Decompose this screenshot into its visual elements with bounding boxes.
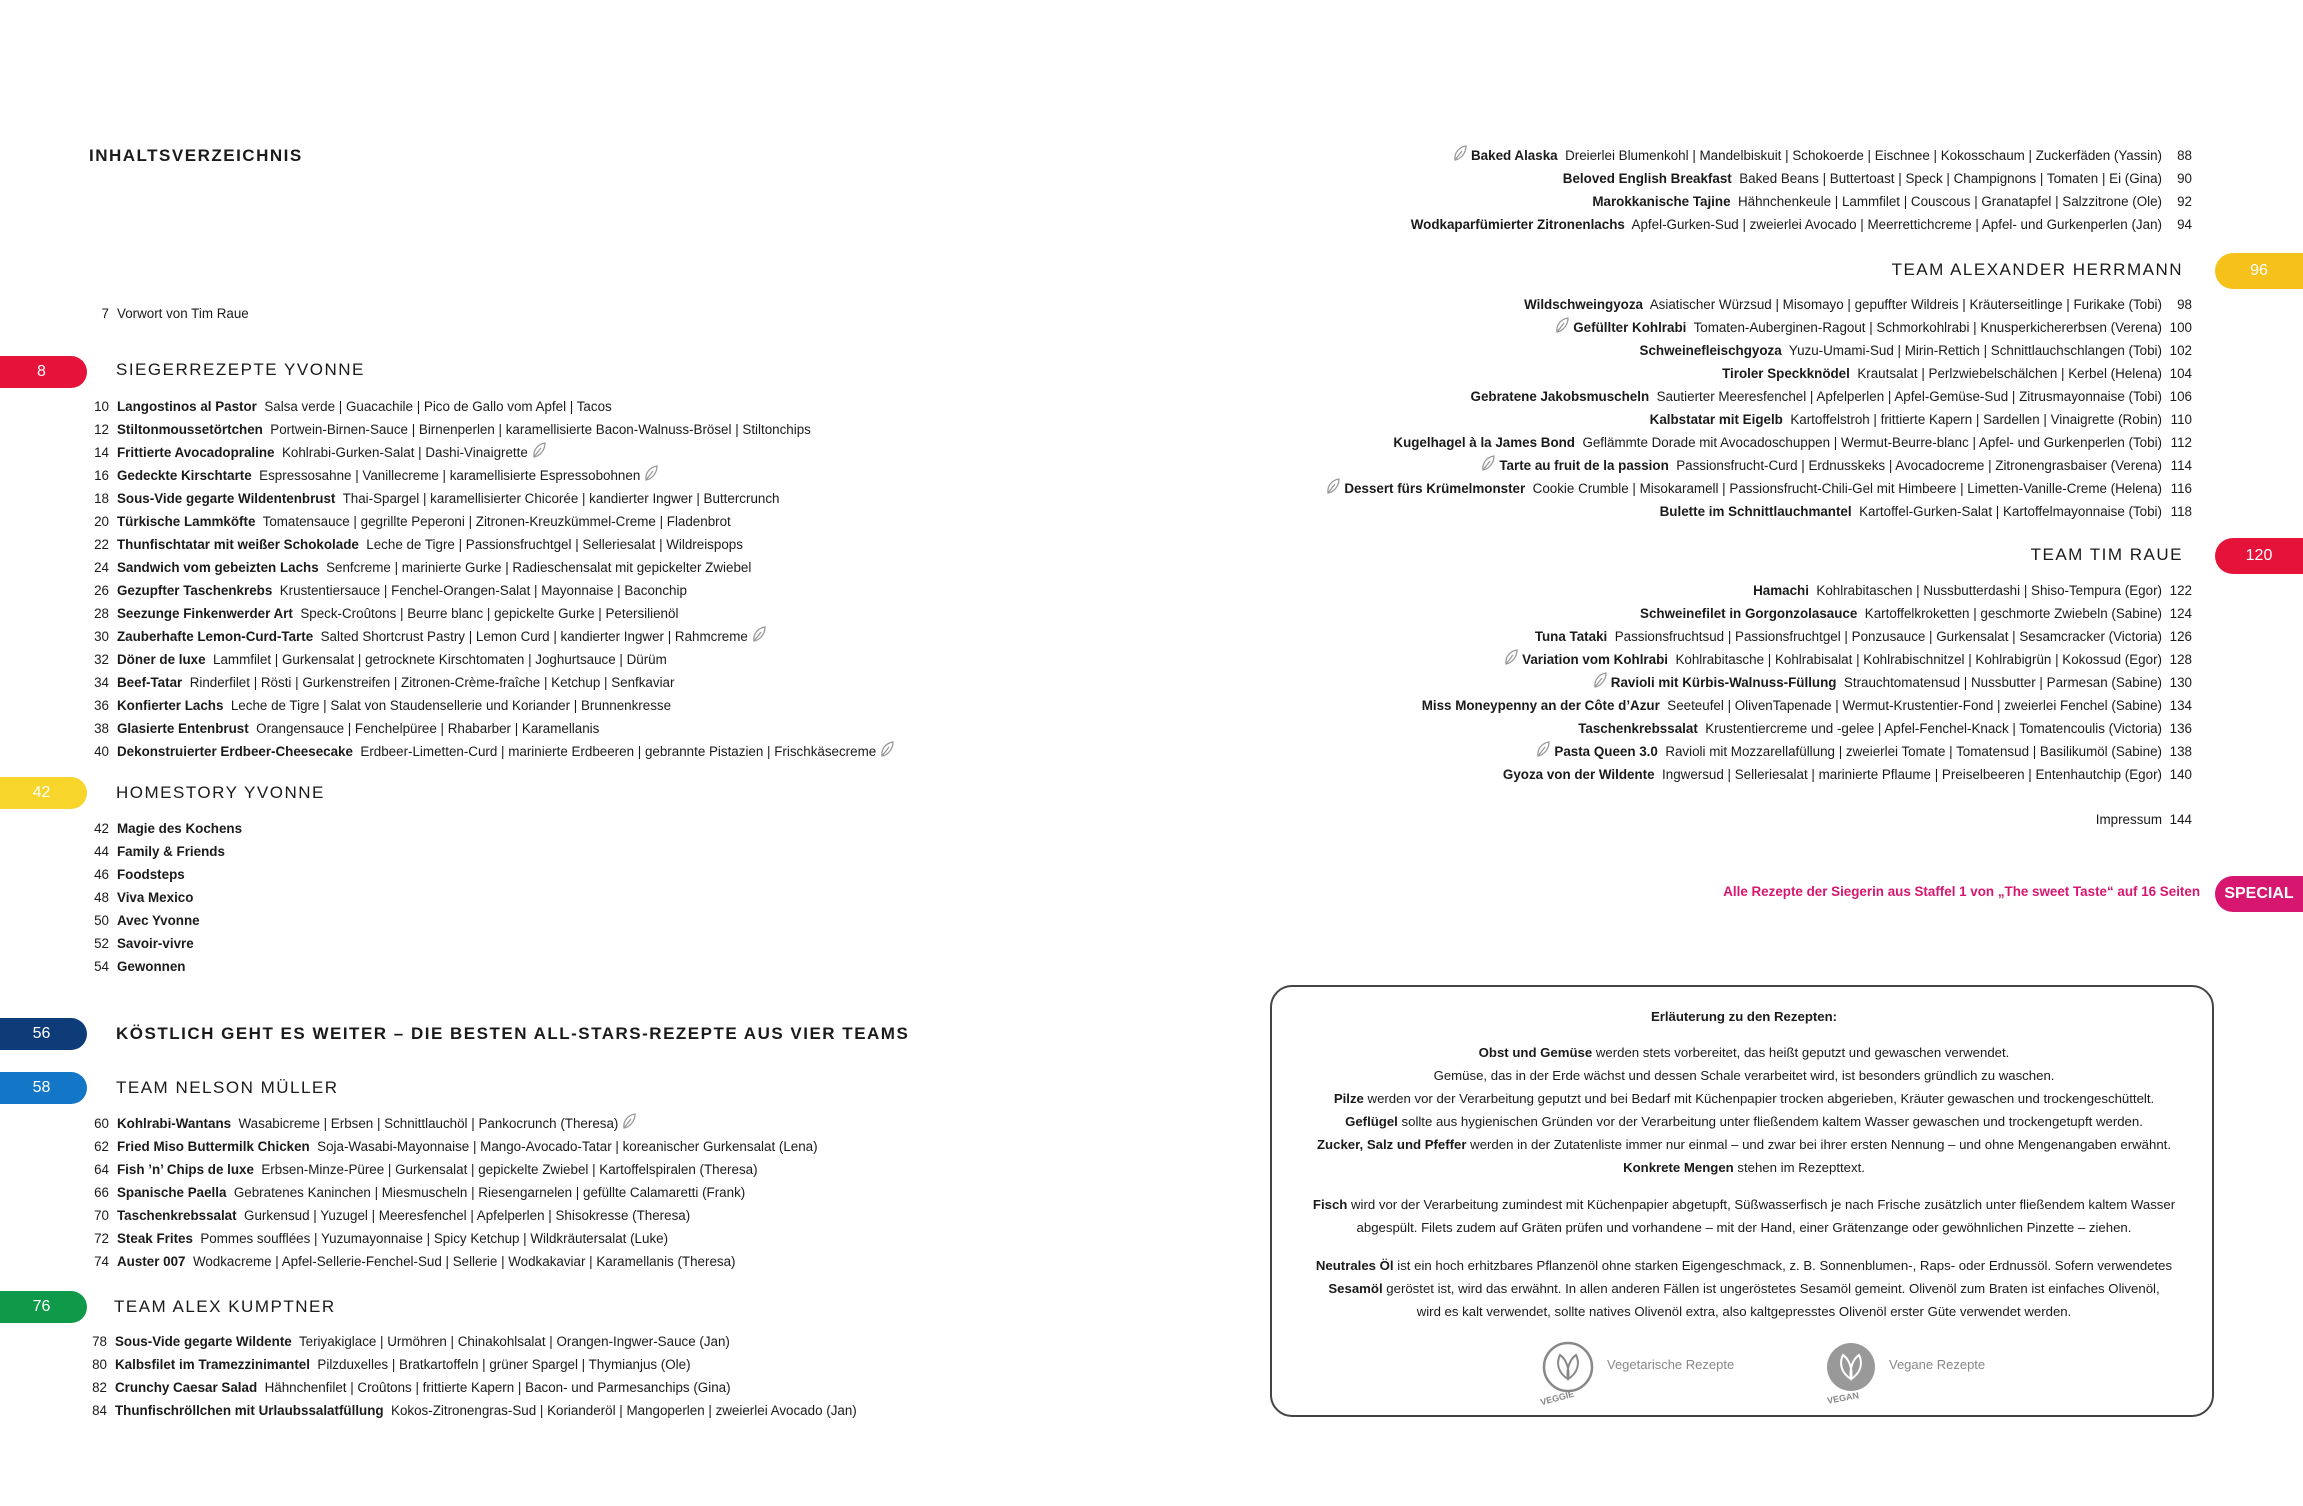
leaf-icon xyxy=(752,626,766,642)
recipe-desc: Orangensauce | Fenchelpüree | Rhabarber | Karamellanis xyxy=(256,721,600,736)
page-number: 32 xyxy=(94,652,109,667)
recipe-desc: Kokos-Zitronengras-Sud | Korianderöl | Mangoperlen | zweierlei Avocado (Jan) xyxy=(391,1403,857,1418)
recipe-desc: Wodkacreme | Apfel-Sellerie-Fenchel-Sud | Sellerie | Wodkakaviar | Karamellanis (Theresa) xyxy=(192,1254,736,1269)
section-heading: TEAM NELSON MÜLLER xyxy=(116,1078,339,1097)
recipe-entry[interactable] xyxy=(89,740,898,764)
recipe-title: Hamachi xyxy=(1753,583,1809,598)
recipe-desc: Kartoffel-Gurken-Salat | Kartoffelmayonnaise (Tobi) xyxy=(1859,504,2162,519)
recipe-entry[interactable] xyxy=(1551,316,2192,340)
vegan-legend: Vegane Rezepte xyxy=(1889,1357,1986,1372)
recipe-entry[interactable] xyxy=(89,487,779,510)
recipe-entry[interactable] xyxy=(1578,717,2192,740)
box-paragraph-1 xyxy=(1272,1041,2216,1179)
page-number: 12 xyxy=(94,422,109,437)
recipe-entry[interactable] xyxy=(1449,144,2192,168)
section-heading: KÖSTLICH GEHT ES WEITER – DIE BESTEN ALL-STARS-REZEPTE AUS VIER TEAMS xyxy=(116,1024,910,1043)
recipe-entry[interactable] xyxy=(1411,213,2192,236)
entry-text: Impressum xyxy=(2095,812,2162,827)
leaf-icon xyxy=(1481,455,1495,471)
page-number: 28 xyxy=(94,606,109,621)
veggie-leaf-icon xyxy=(532,442,546,465)
page-number: 18 xyxy=(94,491,109,506)
leaf-icon xyxy=(622,1113,636,1129)
page-number: 48 xyxy=(94,890,109,905)
page-number: 7 xyxy=(101,306,109,321)
page-number: 60 xyxy=(94,1116,109,1131)
recipe-title: Thunfischröllchen mit Urlaubssalatfüllung xyxy=(115,1403,384,1418)
veggie-leaf-icon xyxy=(1555,317,1569,340)
page-number: 110 xyxy=(2170,412,2192,427)
recipe-title: Savoir-vivre xyxy=(117,936,194,951)
recipe-desc: Hähnchenfilet | Croûtons | frittierte Kapern | Bacon- und Parmesanchips (Gina) xyxy=(264,1380,731,1395)
recipe-title: Sous-Vide gegarte Wildentenbrust xyxy=(117,491,336,506)
page-number: 44 xyxy=(94,844,109,859)
box-line: Fisch wird vor der Verarbeitung zumindest mit Küchenpapier abgetupft, Süßwasserfisch je nach Frische zusätzlich unter fließendem kaltem Wasser xyxy=(1312,1197,2176,1212)
section-heading: TEAM ALEXANDER HERRMANN xyxy=(1891,260,2183,279)
recipe-title: Kalbsfilet im Tramezzinimantel xyxy=(115,1357,310,1372)
recipe-desc: Tomatensauce | gegrillte Peperoni | Zitronen-Kreuzkümmel-Creme | Fladenbrot xyxy=(262,514,731,529)
leaf-icon xyxy=(1555,317,1569,333)
recipe-title: Tarte au fruit de la passion xyxy=(1499,458,1669,473)
section-tab[interactable]: 58 xyxy=(0,1072,87,1104)
recipe-desc: Krustentiercreme und -gelee | Apfel-Fenchel-Knack | Tomatencoulis (Victoria) xyxy=(1705,721,2162,736)
leaf-icon xyxy=(880,741,894,757)
recipe-entry[interactable] xyxy=(1503,763,2192,786)
box-line: Geflügel sollte aus hygienischen Gründen vor der Verarbeitung unter fließendem kaltem Wasser gewaschen und trockengetupft werden. xyxy=(1345,1114,2143,1129)
recipe-desc: Senfcreme | marinierte Gurke | Radieschensalat mit gepickelter Zwiebel xyxy=(326,560,752,575)
recipe-desc: Kohlrabitaschen | Nussbutterdashi | Shiso-Tempura (Egor) xyxy=(1816,583,2162,598)
page-number: 128 xyxy=(2169,652,2192,667)
page-number: 14 xyxy=(94,445,109,460)
page-number: 62 xyxy=(94,1139,109,1154)
recipe-entry[interactable] xyxy=(1532,740,2192,764)
recipe-entry[interactable] xyxy=(1471,385,2192,408)
recipe-desc: Tomaten-Auberginen-Ragout | Schmorkohlrabi | Knusperkichererbsen (Verena) xyxy=(1693,320,2162,335)
recipe-title: Baked Alaska xyxy=(1471,148,1558,163)
recipe-title: Avec Yvonne xyxy=(117,913,200,928)
veggie-leaf-icon xyxy=(1593,672,1607,695)
recipe-entry[interactable] xyxy=(89,886,193,909)
recipe-title: Taschenkrebssalat xyxy=(117,1208,237,1223)
box-line: Konkrete Mengen stehen im Rezepttext. xyxy=(1623,1160,1865,1175)
recipe-desc: Teriyakiglace | Urmöhren | Chinakohlsalat | Orangen-Ingwer-Sauce (Jan) xyxy=(298,1334,730,1349)
recipe-title: Viva Mexico xyxy=(117,890,194,905)
recipe-entry[interactable] xyxy=(1722,362,2192,385)
page-number: 84 xyxy=(92,1403,107,1418)
veggie-leaf-icon xyxy=(1504,649,1518,672)
recipe-title: Sous-Vide gegarte Wildente xyxy=(115,1334,292,1349)
page-number: 134 xyxy=(2169,698,2192,713)
recipe-title: Döner de luxe xyxy=(117,652,206,667)
recipe-title: Miss Moneypenny an der Côte d’Azur xyxy=(1421,698,1660,713)
box-paragraph-3 xyxy=(1272,1254,2216,1323)
recipe-desc: Passionsfrucht-Curd | Erdnusskeks | Avocadocreme | Zitronengrasbaiser (Verena) xyxy=(1676,458,2162,473)
box-line: Zucker, Salz und Pfeffer werden in der Zutatenliste immer nur einmal – und zwar bei ihrer ersten Nennung – und ohne Mengenangaben erwähnt. xyxy=(1317,1137,2171,1152)
recipe-desc: Gurkensud | Yuzugel | Meeresfenchel | Apfelperlen | Shisokresse (Theresa) xyxy=(244,1208,691,1223)
veggie-leaf-icon xyxy=(1536,741,1550,764)
recipe-entry[interactable] xyxy=(89,1135,818,1158)
recipe-title: Sandwich vom gebeizten Lachs xyxy=(117,560,319,575)
recipe-desc: Kartoffelstroh | frittierte Kapern | Sardellen | Vinaigrette (Robin) xyxy=(1790,412,2162,427)
recipe-desc: Thai-Spargel | karamellisierter Chicorée | kandierter Ingwer | Buttercrunch xyxy=(342,491,780,506)
recipe-entry[interactable] xyxy=(89,395,612,418)
recipe-title: Fried Miso Buttermilk Chicken xyxy=(117,1139,310,1154)
recipe-title: Taschenkrebssalat xyxy=(1578,721,1698,736)
page-number: 98 xyxy=(2177,297,2192,312)
page-number: 64 xyxy=(94,1162,109,1177)
recipe-desc: Rinderfilet | Rösti | Gurkenstreifen | Zitronen-Crème-fraîche | Ketchup | Senfkaviar xyxy=(189,675,675,690)
recipe-entry[interactable] xyxy=(1535,625,2192,648)
recipe-entry[interactable] xyxy=(1660,500,2192,523)
recipe-title: Marokkanische Tajine xyxy=(1592,194,1731,209)
recipe-desc: Strauchtomatensud | Nussbutter | Parmesan (Sabine) xyxy=(1843,675,2162,690)
recipe-entry[interactable] xyxy=(1640,339,2192,362)
veggie-leaf-icon xyxy=(880,741,894,764)
recipe-entry[interactable] xyxy=(89,840,225,863)
recipe-desc: Salted Shortcrust Pastry | Lemon Curd | kandierter Ingwer | Rahmcreme xyxy=(320,629,748,644)
recipe-desc: Leche de Tigre | Salat von Staudensellerie und Koriander | Brunnenkresse xyxy=(230,698,672,713)
recipe-entry[interactable] xyxy=(89,671,674,694)
veggie-legend: Vegetarische Rezepte xyxy=(1607,1357,1735,1372)
page-number: 126 xyxy=(2169,629,2192,644)
recipe-entry[interactable] xyxy=(89,1181,745,1204)
recipe-title: Kugelhagel à la James Bond xyxy=(1393,435,1575,450)
recipe-desc: Wasabicreme | Erbsen | Schnittlauchöl | Pankocrunch (Theresa) xyxy=(238,1116,619,1131)
recipe-title: Gyoza von der Wildente xyxy=(1502,767,1655,782)
recipe-entry[interactable] xyxy=(89,1158,758,1181)
recipe-desc: Soja-Wasabi-Mayonnaise | Mango-Avocado-Tatar | koreanischer Gurkensalat (Lena) xyxy=(317,1139,818,1154)
recipe-entry[interactable] xyxy=(89,533,743,556)
recipe-desc: Krustentiersauce | Fenchel-Orangen-Salat | Mayonnaise | Baconchip xyxy=(279,583,687,598)
leaf-icon xyxy=(1504,649,1518,665)
recipe-entry[interactable] xyxy=(1524,293,2192,316)
recipe-entry[interactable] xyxy=(1322,477,2192,501)
recipe-title: Kohlrabi-Wantans xyxy=(117,1116,232,1131)
recipe-entry[interactable] xyxy=(1500,648,2192,672)
recipe-title: Zauberhafte Lemon-Curd-Tarte xyxy=(117,629,314,644)
page-number: 112 xyxy=(2170,435,2192,450)
recipe-desc: Erdbeer-Limetten-Curd | marinierte Erdbeeren | gebrannte Pistazien | Frischkäsecreme xyxy=(360,744,877,759)
page-number: 140 xyxy=(2169,767,2192,782)
page-number: 130 xyxy=(2169,675,2192,690)
recipe-desc: Leche de Tigre | Passionsfruchtgel | Selleriesalat | Wildreispops xyxy=(366,537,743,552)
recipe-entry[interactable] xyxy=(89,648,667,671)
veggie-leaf-icon xyxy=(622,1113,636,1136)
box-line: Pilze werden vor der Verarbeitung geputzt und bei Bedarf mit Küchenpapier trocken abgerieben, Kräuter gewaschen und trockengeschüttelt. xyxy=(1333,1091,2155,1106)
page-number: 72 xyxy=(94,1231,109,1246)
page-number: 90 xyxy=(2177,171,2192,186)
recipe-desc: Espressosahne | Vanillecreme | karamellisierte Espressobohnen xyxy=(259,468,641,483)
recipe-entry[interactable] xyxy=(87,1353,691,1376)
page-number: 100 xyxy=(2169,320,2192,335)
recipe-title: Gezupfter Taschenkrebs xyxy=(117,583,273,598)
recipe-entry[interactable] xyxy=(89,863,185,886)
page-number: 26 xyxy=(94,583,109,598)
page-number: 116 xyxy=(2170,481,2192,496)
recipe-title: Wodkaparfümierter Zitronenlachs xyxy=(1410,217,1625,232)
page-number: 122 xyxy=(2169,583,2192,598)
section-tab[interactable]: 120 xyxy=(2215,538,2303,574)
box-line: Gemüse, das in der Erde wächst und dessen Schale verarbeitet wird, ist besonders gründlich zu waschen. xyxy=(1433,1068,2055,1083)
recipe-title: Frittierte Avocadopraline xyxy=(117,445,275,460)
recipe-title: Kalbstatar mit Eigelb xyxy=(1649,412,1783,427)
recipe-desc: Geflämmte Dorade mit Avocadoschuppen | Wermut-Beurre-blanc | Apfel- und Gurkenperlen (Tobi) xyxy=(1582,435,2162,450)
recipe-title: Foodsteps xyxy=(117,867,185,882)
page-number: 92 xyxy=(2177,194,2192,209)
recipe-title: Spanische Paella xyxy=(117,1185,227,1200)
recipe-entry[interactable] xyxy=(89,1204,690,1227)
box-heading: Erläuterung zu den Rezepten: xyxy=(1650,1009,1838,1024)
page-number: 114 xyxy=(2170,458,2192,473)
entry-text: Vorwort von Tim Raue xyxy=(117,306,249,321)
box-line: wird es kalt verwendet, sollte natives Olivenöl extra, also kaltgepresstes Olivenöl erster Güte verwendet werden. xyxy=(1416,1304,2072,1319)
recipe-entry[interactable] xyxy=(1589,671,2192,695)
page-number: 10 xyxy=(94,399,109,414)
recipe-title: Glasierte Entenbrust xyxy=(117,721,249,736)
veggie-badge-text: VEGGIE xyxy=(1539,1388,1576,1408)
recipe-title: Dekonstruierter Erdbeer-Cheesecake xyxy=(117,744,353,759)
recipe-desc: Salsa verde | Guacachile | Pico de Gallo vom Apfel | Tacos xyxy=(264,399,612,414)
page-number: 42 xyxy=(94,821,109,836)
recipe-title: Gebratene Jakobsmuscheln xyxy=(1470,389,1650,404)
recipe-entry[interactable] xyxy=(87,1376,731,1399)
vegan-badge-text: VEGAN xyxy=(1826,1390,1860,1406)
recipe-desc: Ingwersud | Selleriesalat | marinierte Pflaume | Preiselbeeren | Entenhautchip (Egor) xyxy=(1662,767,2162,782)
box-line: abgespült. Filets zudem auf Gräten prüfen und vorhandene – mit der Hand, einer Grätenzange oder gewöhnlichen Pinzette – ziehen. xyxy=(1356,1220,2132,1235)
recipe-entry[interactable] xyxy=(1422,694,2192,717)
page-number: 36 xyxy=(94,698,109,713)
page-number: 94 xyxy=(2177,217,2192,232)
recipe-title: Schweinefilet in Gorgonzolasauce xyxy=(1640,606,1858,621)
page-number: 52 xyxy=(94,936,109,951)
recipe-desc: Gebratenes Kaninchen | Miesmuscheln | Riesengarnelen | gefüllte Calamaretti (Frank) xyxy=(233,1185,746,1200)
recipe-desc: Krautsalat | Perlzwiebelschälchen | Kerbel (Helena) xyxy=(1857,366,2162,381)
impressum-entry[interactable] xyxy=(2096,808,2192,831)
recipe-desc: Baked Beans | Buttertoast | Speck | Champignons | Tomaten | Ei (Gina) xyxy=(1739,171,2162,186)
page-number: 144 xyxy=(2169,812,2192,827)
recipe-title: Tiroler Speckknödel xyxy=(1722,366,1850,381)
recipe-entry[interactable] xyxy=(89,694,671,717)
explanation-box xyxy=(1270,985,2214,1417)
recipe-title: Türkische Lammköfte xyxy=(117,514,256,529)
page-number: 78 xyxy=(92,1334,107,1349)
recipe-desc: Passionsfruchtsud | Passionsfruchtgel | Ponzusauce | Gurkensalat | Sesamcracker (Victoria) xyxy=(1614,629,2162,644)
page-number: 24 xyxy=(94,560,109,575)
page-number: 46 xyxy=(94,867,109,882)
page-number: 22 xyxy=(94,537,109,552)
recipe-entry[interactable] xyxy=(87,1399,857,1422)
recipe-title: Tuna Tataki xyxy=(1534,629,1608,644)
recipe-entry[interactable] xyxy=(89,717,599,740)
recipe-title: Steak Frites xyxy=(117,1231,193,1246)
recipe-desc: Dreierlei Blumenkohl | Mandelbiskuit | Schokoerde | Eischnee | Kokosschaum | Zuckerfäden (Yassin) xyxy=(1565,148,2162,163)
recipe-title: Gedeckte Kirschtarte xyxy=(117,468,252,483)
page-number: 104 xyxy=(2169,366,2192,381)
recipe-desc: Kartoffelkroketten | geschmorte Zwiebeln (Sabine) xyxy=(1864,606,2162,621)
recipe-desc: Pommes soufflées | Yuzumayonnaise | Spicy Ketchup | Wildkräutersalat (Luke) xyxy=(200,1231,669,1246)
section-heading: TEAM TIM RAUE xyxy=(2030,545,2183,564)
section-heading: HOMESTORY YVONNE xyxy=(116,783,325,802)
box-line: Neutrales Öl ist ein hoch erhitzbares Pflanzenöl ohne starken Eigengeschmack, z. B. Sonnenblumen-, Raps- oder Erdnussöl. Sofern verwendetes xyxy=(1315,1258,2173,1273)
recipe-entry[interactable] xyxy=(89,441,550,465)
recipe-title: Thunfischtatar mit weißer Schokolade xyxy=(117,537,359,552)
recipe-title: Pasta Queen 3.0 xyxy=(1554,744,1658,759)
recipe-title: Crunchy Caesar Salad xyxy=(115,1380,258,1395)
page-number: 20 xyxy=(94,514,109,529)
recipe-desc: Erbsen-Minze-Püree | Gurkensalat | gepickelte Zwiebel | Kartoffelspiralen (Theresa) xyxy=(261,1162,758,1177)
recipe-entry[interactable] xyxy=(89,556,751,579)
recipe-desc: Sautierter Meeresfenchel | Apfelperlen | Apfel-Gemüse-Sud | Zitrusmayonnaise (Tobi) xyxy=(1656,389,2162,404)
vorwort-entry[interactable] xyxy=(89,302,249,325)
recipe-entry[interactable] xyxy=(89,1112,640,1136)
page-number: 38 xyxy=(94,721,109,736)
recipe-title: Magie des Kochens xyxy=(117,821,243,836)
page-number: 54 xyxy=(94,959,109,974)
recipe-title: Fish ’n’ Chips de luxe xyxy=(117,1162,254,1177)
recipe-entry[interactable] xyxy=(1393,431,2192,454)
leaf-icon xyxy=(1593,672,1607,688)
leaf-icon xyxy=(644,465,658,481)
leaf-icon xyxy=(1536,741,1550,757)
leaf-icon xyxy=(1453,145,1467,161)
recipe-title: Ravioli mit Kürbis-Walnuss-Füllung xyxy=(1610,675,1837,690)
page-number: 66 xyxy=(94,1185,109,1200)
recipe-entry[interactable] xyxy=(1477,454,2192,478)
recipe-title: Wildschweingyoza xyxy=(1524,297,1644,312)
section-heading: SIEGERREZEPTE YVONNE xyxy=(116,360,365,379)
veggie-leaf-icon xyxy=(752,626,766,649)
veggie-leaf-icon xyxy=(1481,455,1495,478)
page-number: 74 xyxy=(94,1254,109,1269)
recipe-desc: Apfel-Gurken-Sud | zweierlei Avocado | Meerrettichcreme | Apfel- und Gurkenperlen (Jan) xyxy=(1631,217,2162,232)
recipe-entry[interactable] xyxy=(1592,190,2192,213)
recipe-entry[interactable] xyxy=(89,1250,736,1273)
veggie-leaf-icon xyxy=(1326,478,1340,501)
page-number: 40 xyxy=(94,744,109,759)
page-number: 82 xyxy=(92,1380,107,1395)
page-number: 30 xyxy=(94,629,109,644)
recipe-title: Dessert fürs Krümelmonster xyxy=(1344,481,1526,496)
recipe-entry[interactable] xyxy=(87,1330,730,1353)
recipe-title: Family & Friends xyxy=(117,844,225,859)
recipe-title: Stiltonmoussetörtchen xyxy=(117,422,263,437)
recipe-entry[interactable] xyxy=(1650,408,2192,431)
page-number: 50 xyxy=(94,913,109,928)
page-number: 136 xyxy=(2169,721,2192,736)
recipe-title: Variation vom Kohlrabi xyxy=(1522,652,1668,667)
recipe-entry[interactable] xyxy=(89,1227,668,1250)
section-heading: TEAM ALEX KUMPTNER xyxy=(114,1297,336,1316)
page-number: 102 xyxy=(2169,343,2192,358)
recipe-desc: Speck-Croûtons | Beurre blanc | gepickelte Gurke | Petersilienöl xyxy=(300,606,679,621)
section-tab[interactable]: 42 xyxy=(0,777,87,809)
section-tab[interactable]: 76 xyxy=(0,1291,87,1323)
recipe-desc: Cookie Crumble | Misokaramell | Passionsfrucht-Chili-Gel mit Himbeere | Limetten-Vanille-Creme (Helena) xyxy=(1532,481,2162,496)
recipe-entry[interactable] xyxy=(89,625,770,649)
recipe-entry[interactable] xyxy=(89,602,678,625)
page-number: 124 xyxy=(2169,606,2192,621)
recipe-title: Auster 007 xyxy=(117,1254,186,1269)
recipe-entry[interactable] xyxy=(1563,167,2192,190)
recipe-desc: Hähnchenkeule | Lammfilet | Couscous | Granatapfel | Salzzitrone (Ole) xyxy=(1737,194,2162,209)
page-number: 80 xyxy=(92,1357,107,1372)
recipe-title: Gefüllter Kohlrabi xyxy=(1573,320,1687,335)
recipe-desc: Portwein-Birnen-Sauce | Birnenperlen | karamellisierte Bacon-Walnuss-Brösel | Stiltonchips xyxy=(270,422,811,437)
recipe-entry[interactable] xyxy=(89,418,811,441)
recipe-entry[interactable] xyxy=(89,464,662,488)
recipe-title: Schweinefleischgyoza xyxy=(1639,343,1782,358)
veggie-leaf-icon xyxy=(1453,145,1467,168)
recipe-title: Beloved English Breakfast xyxy=(1562,171,1732,186)
leaf-icon xyxy=(532,442,546,458)
recipe-desc: Kohlrabitasche | Kohlrabisalat | Kohlrabischnitzel | Kohlrabigrün | Kokossud (Egor) xyxy=(1675,652,2162,667)
page-number: 138 xyxy=(2169,744,2192,759)
section-heading: Alle Rezepte der Siegerin aus Staffel 1 von „The sweet Taste“ auf 16 Seiten xyxy=(1723,884,2200,899)
recipe-entry[interactable] xyxy=(89,909,200,932)
recipe-desc: Pilzduxelles | Bratkartoffeln | grüner Spargel | Thymianjus (Ole) xyxy=(317,1357,691,1372)
recipe-desc: Yuzu-Umami-Sud | Mirin-Rettich | Schnittlauchschlangen (Tobi) xyxy=(1788,343,2162,358)
page-title: INHALTSVERZEICHNIS xyxy=(89,146,303,165)
recipe-entry[interactable] xyxy=(1640,602,2192,625)
box-line: Obst und Gemüse werden stets vorbereitet, das heißt geputzt und gewaschen verwendet. xyxy=(1478,1045,2010,1060)
section-tab[interactable]: 8 xyxy=(0,356,87,388)
recipe-title: Gewonnen xyxy=(117,959,186,974)
recipe-title: Langostinos al Pastor xyxy=(117,399,257,414)
page-number: 118 xyxy=(2170,504,2192,519)
section-tab[interactable]: SPECIAL xyxy=(2215,876,2303,912)
box-line: Sesamöl geröstet ist, wird das erwähnt. In allen anderen Fällen ist ungeröstetes Sesamöl gemeint. Olivenöl zum Braten ist einfaches Olivenöl, xyxy=(1328,1281,2160,1296)
leaf-icon xyxy=(1326,478,1340,494)
recipe-title: Bulette im Schnittlauchmantel xyxy=(1659,504,1852,519)
page-number: 70 xyxy=(94,1208,109,1223)
recipe-desc: Asiatischer Würzsud | Misomayo | gepuffter Wildreis | Kräuterseitlinge | Furikake (Tobi) xyxy=(1649,297,2162,312)
box-paragraph-2 xyxy=(1272,1193,2216,1239)
recipe-title: Seezunge Finkenwerder Art xyxy=(117,606,293,621)
recipe-entry[interactable] xyxy=(89,955,185,978)
recipe-entry[interactable] xyxy=(89,579,687,602)
recipe-entry[interactable] xyxy=(1753,579,2192,602)
section-tab[interactable]: 96 xyxy=(2215,253,2303,289)
recipe-desc: Lammfilet | Gurkensalat | getrocknete Kirschtomaten | Joghurtsauce | Dürüm xyxy=(213,652,667,667)
page-number: 16 xyxy=(94,468,109,483)
recipe-entry[interactable] xyxy=(89,817,242,840)
recipe-title: Beef-Tatar xyxy=(117,675,183,690)
recipe-entry[interactable] xyxy=(89,510,731,533)
veggie-leaf-icon xyxy=(644,465,658,488)
page-number: 88 xyxy=(2177,148,2192,163)
recipe-title: Konfierter Lachs xyxy=(117,698,224,713)
section-tab[interactable]: 56 xyxy=(0,1018,87,1050)
recipe-desc: Kohlrabi-Gurken-Salat | Dashi-Vinaigrette xyxy=(281,445,528,460)
recipe-desc: Seeteufel | OlivenTapenade | Wermut-Krustentier-Fond | zweierlei Fenchel (Sabine) xyxy=(1667,698,2162,713)
recipe-desc: Ravioli mit Mozzarellafüllung | zweierlei Tomate | Tomatensud | Basilikumöl (Sabine) xyxy=(1665,744,2162,759)
recipe-entry[interactable] xyxy=(89,932,194,955)
page-number: 106 xyxy=(2169,389,2192,404)
page-number: 34 xyxy=(94,675,109,690)
